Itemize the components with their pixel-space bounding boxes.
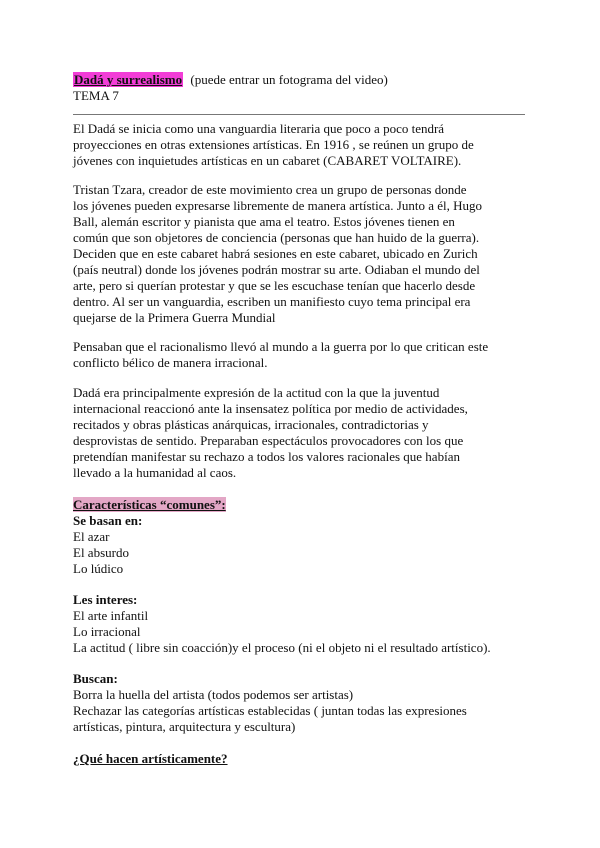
paragraph-line: Tristan Tzara, creador de este movimiento crea un grupo de personas donde (73, 182, 467, 197)
based-heading: Se basan en: (73, 513, 143, 528)
paragraph-4 (73, 385, 533, 481)
characteristics-heading: Características “comunes”: (73, 497, 226, 512)
paragraph-line: Pensaban que el racionalismo llevó al mundo a la guerra por lo que critican este (73, 339, 489, 354)
list-item: Borra la huella del artista (todos podemos ser artistas) (73, 687, 354, 702)
document-title: Dadá y surrealismo (74, 72, 183, 87)
list-item: Lo lúdico (73, 561, 124, 576)
paragraph-line: pretendían manifestar su rechazo a todos los valores racionales que habían (73, 449, 460, 464)
paragraph-line: Dadá era principalmente expresión de la actitud con la que la juventud (73, 385, 440, 400)
paragraph-line: quejarse de la Primera Guerra Mundial (73, 310, 276, 325)
paragraph-line: arte, pero si querían protestar y que se les escuchase tenían que hacerlo desde (73, 278, 476, 293)
characteristics-section (73, 497, 533, 577)
question-section (73, 751, 533, 767)
list-item: El arte infantil (73, 608, 149, 623)
seek-section (73, 671, 533, 735)
question-heading: ¿Qué hacen artísticamente? (73, 751, 228, 766)
list-item: artísticas, pintura, arquitectura y escultura) (73, 719, 296, 734)
paragraph-line: conflicto bélico de manera irracional. (73, 355, 268, 370)
paragraph-3 (73, 339, 533, 371)
list-item: Rechazar las categorías artísticas establecidas ( juntan todas las expresiones (73, 703, 467, 718)
paragraph-line: los jóvenes pueden expresarse libremente de manera artística. Junto a él, Hugo (73, 198, 482, 213)
paragraph-line: internacional reaccionó ante la insensatez política por medio de actividades, (73, 401, 468, 416)
paragraph-line: jóvenes con inquietudes artísticas en un cabaret (CABARET VOLTAIRE). (73, 153, 462, 168)
paragraph-line: Ball, alemán escritor y pianista que ama el teatro. Estos jóvenes tienen en (73, 214, 455, 229)
paragraph-line: proyecciones en otras extensiones artísticas. En 1916 , se reúnen un grupo de (73, 137, 474, 152)
paragraph-1 (73, 121, 533, 169)
paragraph-line: llevado a la humanidad al caos. (73, 465, 237, 480)
seek-heading: Buscan: (73, 671, 118, 686)
list-item: El absurdo (73, 545, 129, 560)
list-item: El azar (73, 529, 110, 544)
paragraph-line: dentro. Al ser un vanguardia, escriben un manifiesto cuyo tema principal era (73, 294, 471, 309)
paragraph-line: recitados y obras plásticas anárquicas, irracionales, contradictorias y (73, 417, 429, 432)
paragraph-line: El Dadá se inicia como una vanguardia literaria que poco a poco tendrá (73, 121, 445, 136)
document-subtitle: TEMA 7 (73, 88, 119, 103)
interests-section (73, 592, 533, 656)
paragraph-2 (73, 182, 533, 326)
list-item: La actitud ( libre sin coacción)y el proceso (ni el objeto ni el resultado artístico). (73, 640, 491, 655)
paragraph-line: común que son objetores de conciencia (personas que han huido de la guerra). (73, 230, 480, 245)
paragraph-line: desprovistas de sentido. Preparaban espectáculos provocadores con los que (73, 433, 464, 448)
paragraph-line: (país neutral) donde los jóvenes podrán mostrar su arte. Odiaban el mundo del (73, 262, 480, 277)
paragraph-line: Deciden que en este cabaret habrá sesiones en este cabaret, ubicado en Zurich (73, 246, 478, 261)
interests-heading: Les interes: (73, 592, 138, 607)
document-header (73, 72, 533, 104)
list-item: Lo irracional (73, 624, 141, 639)
header-divider (73, 114, 525, 115)
title-note: (puede entrar un fotograma del video) (190, 72, 388, 87)
